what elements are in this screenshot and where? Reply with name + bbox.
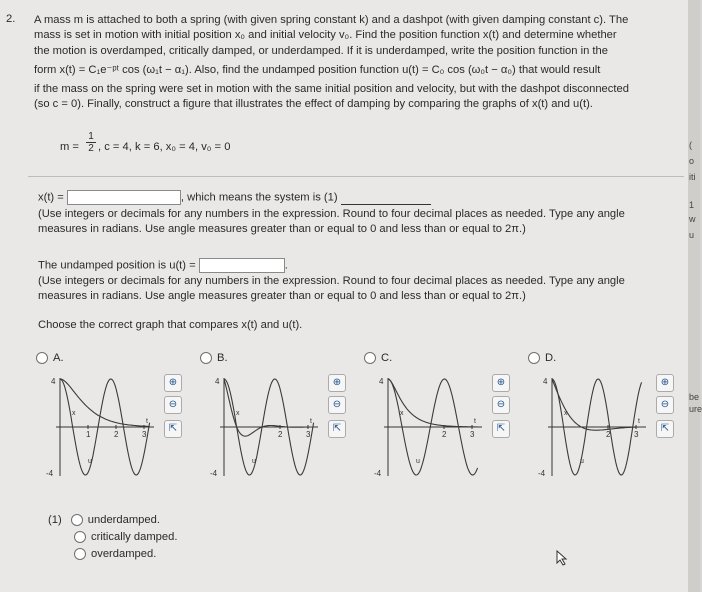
graph-option-label: C. xyxy=(381,352,393,364)
xt-row xyxy=(38,190,431,205)
graph-option-b[interactable] xyxy=(200,352,228,364)
question-line-5: if the mass on the spring were set in motion with the same initial position and velocity, but with the dashpot disconnected xyxy=(34,83,629,95)
question-line-4: form x(t) = C₁e⁻ᵖᵗ cos (ω₁t − α₁). Also, find the undamped position function u(t) = C₀ cos (ω₀t − α₀) that would result xyxy=(34,64,601,76)
edge-text: be xyxy=(689,392,700,402)
question-line-1: A mass m is attached to both a spring (with given spring constant k) and a dashpot (with given damping constant c). The xyxy=(34,14,629,26)
fraction-denominator: 2 xyxy=(86,142,96,154)
x-curve-label: x xyxy=(400,410,404,417)
graph-option-d[interactable] xyxy=(528,352,556,364)
x-tick-label: 2 xyxy=(278,430,283,439)
graph-plot-a xyxy=(30,372,160,482)
u-curve-label: u xyxy=(580,458,584,465)
t-axis-label: t xyxy=(474,418,476,425)
graph-radio-d[interactable] xyxy=(528,352,540,364)
zoom-out-icon[interactable]: ⊖ xyxy=(328,396,346,414)
zoom-in-icon[interactable]: ⊕ xyxy=(164,374,182,392)
system-type-blank[interactable] xyxy=(341,204,431,205)
x-tick-label: 3 xyxy=(306,430,311,439)
params-values: c = 4, k = 6, x₀ = 4, v₀ = 0 xyxy=(104,141,231,153)
ut-hint-2: measures in radians. Use angle measures greater than or equal to 0 and less than or equal to 2π.) xyxy=(38,290,526,302)
xt-label: x(t) = xyxy=(38,191,64,204)
u-curve-label: u xyxy=(416,458,420,465)
graph-prompt: Choose the correct graph that compares x(t) and u(t). xyxy=(38,319,303,331)
graph-plot-d xyxy=(522,372,652,482)
side-edge xyxy=(688,0,700,592)
y-max-label: 4 xyxy=(379,377,384,386)
x-tick-label: 3 xyxy=(142,430,147,439)
x-curve-label: x xyxy=(236,410,240,417)
graph-option-a[interactable] xyxy=(36,352,64,364)
x-tick-label: 3 xyxy=(470,430,475,439)
zoom-in-icon[interactable]: ⊕ xyxy=(328,374,346,392)
edge-text: w xyxy=(689,214,696,224)
graph-plot-b xyxy=(194,372,324,482)
option-label: critically damped. xyxy=(91,531,178,543)
zoom-out-icon[interactable]: ⊖ xyxy=(492,396,510,414)
radio-underdamped[interactable] xyxy=(71,514,83,526)
y-max-label: 4 xyxy=(543,377,548,386)
x-curve xyxy=(60,379,150,426)
x-curve xyxy=(388,379,478,427)
y-min-label: -4 xyxy=(210,469,218,478)
xt-hint-1: (Use integers or decimals for any numbers in the expression. Round to four decimal places as needed. Type any angle xyxy=(38,208,625,220)
option-underdamped[interactable] xyxy=(48,514,160,526)
graph-option-label: B. xyxy=(217,352,228,364)
t-axis-label: t xyxy=(146,418,148,425)
t-axis-label: t xyxy=(310,418,312,425)
y-max-label: 4 xyxy=(51,377,56,386)
edge-text: u xyxy=(689,230,695,240)
graph-radio-b[interactable] xyxy=(200,352,212,364)
x-tick-label: 1 xyxy=(86,430,91,439)
y-min-label: -4 xyxy=(46,469,54,478)
x-tick-label: 2 xyxy=(442,430,447,439)
popout-icon[interactable]: ⇱ xyxy=(492,420,510,438)
radio-critically-damped[interactable] xyxy=(74,531,86,543)
edge-text: o xyxy=(689,156,695,166)
ut-row: The undamped position is u(t) = . xyxy=(38,259,288,272)
x-curve-label: x xyxy=(72,410,76,417)
t-axis-label: t xyxy=(638,418,640,425)
x-tick-label: 2 xyxy=(114,430,119,439)
option-overdamped[interactable] xyxy=(74,548,156,560)
y-min-label: -4 xyxy=(538,469,546,478)
y-min-label: -4 xyxy=(374,469,382,478)
option-critically-damped[interactable] xyxy=(74,531,177,543)
cursor-icon xyxy=(556,550,568,566)
question-line-6: (so c = 0). Finally, construct a figure that illustrates the effect of damping by comparing the graphs of x(t) and u(t). xyxy=(34,98,593,110)
popout-icon[interactable]: ⇱ xyxy=(328,420,346,438)
ut-input[interactable] xyxy=(199,258,285,273)
question-line-2: mass is set in motion with initial position x₀ and initial velocity v₀. Find the position function x(t) and determine whether xyxy=(34,29,617,41)
option-label: overdamped. xyxy=(91,548,157,560)
divider xyxy=(28,176,684,177)
graph-plot-c xyxy=(358,372,488,482)
xt-hint-2: measures in radians. Use angle measures greater than or equal to 0 and less than or equal to 2π.) xyxy=(38,223,526,235)
graph-option-c[interactable] xyxy=(364,352,392,364)
popout-icon[interactable]: ⇱ xyxy=(656,420,674,438)
dropdown-prefix: (1) xyxy=(48,514,62,526)
zoom-out-icon[interactable]: ⊖ xyxy=(164,396,182,414)
x-curve xyxy=(224,379,314,436)
ut-label: The undamped position is u(t) = xyxy=(38,259,196,272)
x-tick-label: 3 xyxy=(634,430,639,439)
xt-input[interactable] xyxy=(67,190,181,205)
radio-overdamped[interactable] xyxy=(74,548,86,560)
zoom-in-icon[interactable]: ⊕ xyxy=(656,374,674,392)
graph-radio-c[interactable] xyxy=(364,352,376,364)
x-tick-label: 2 xyxy=(606,430,611,439)
popout-icon[interactable]: ⇱ xyxy=(164,420,182,438)
edge-text: 1 xyxy=(689,200,695,210)
fraction-numerator: 1 xyxy=(88,131,94,142)
param-rest: , c = 4, k = 6, x₀ = 4, v₀ = 0 xyxy=(98,141,231,153)
option-label: underdamped. xyxy=(87,514,160,526)
param-m-fraction xyxy=(86,131,96,154)
param-m-label: m = xyxy=(60,141,79,153)
x-curve-label: x xyxy=(564,410,568,417)
question-number: 2. xyxy=(6,13,16,25)
u-curve-label: u xyxy=(88,458,92,465)
graph-radio-a[interactable] xyxy=(36,352,48,364)
zoom-out-icon[interactable]: ⊖ xyxy=(656,396,674,414)
graph-option-label: A. xyxy=(53,352,64,364)
edge-text: ( xyxy=(689,140,692,150)
u-curve-label: u xyxy=(252,458,256,465)
edge-text: ure xyxy=(689,404,702,414)
x-curve xyxy=(552,379,642,430)
graph-option-label: D. xyxy=(545,352,557,364)
zoom-in-icon[interactable]: ⊕ xyxy=(492,374,510,392)
ut-hint-1: (Use integers or decimals for any numbers in the expression. Round to four decimal places as needed. Type any angle xyxy=(38,275,625,287)
question-line-3: the motion is overdamped, critically damped, or underdamped. If it is underdamped, write the position function in the xyxy=(34,45,608,57)
system-type-label: , which means the system is (1) xyxy=(180,191,338,204)
edge-text: iti xyxy=(689,172,696,182)
y-max-label: 4 xyxy=(215,377,220,386)
